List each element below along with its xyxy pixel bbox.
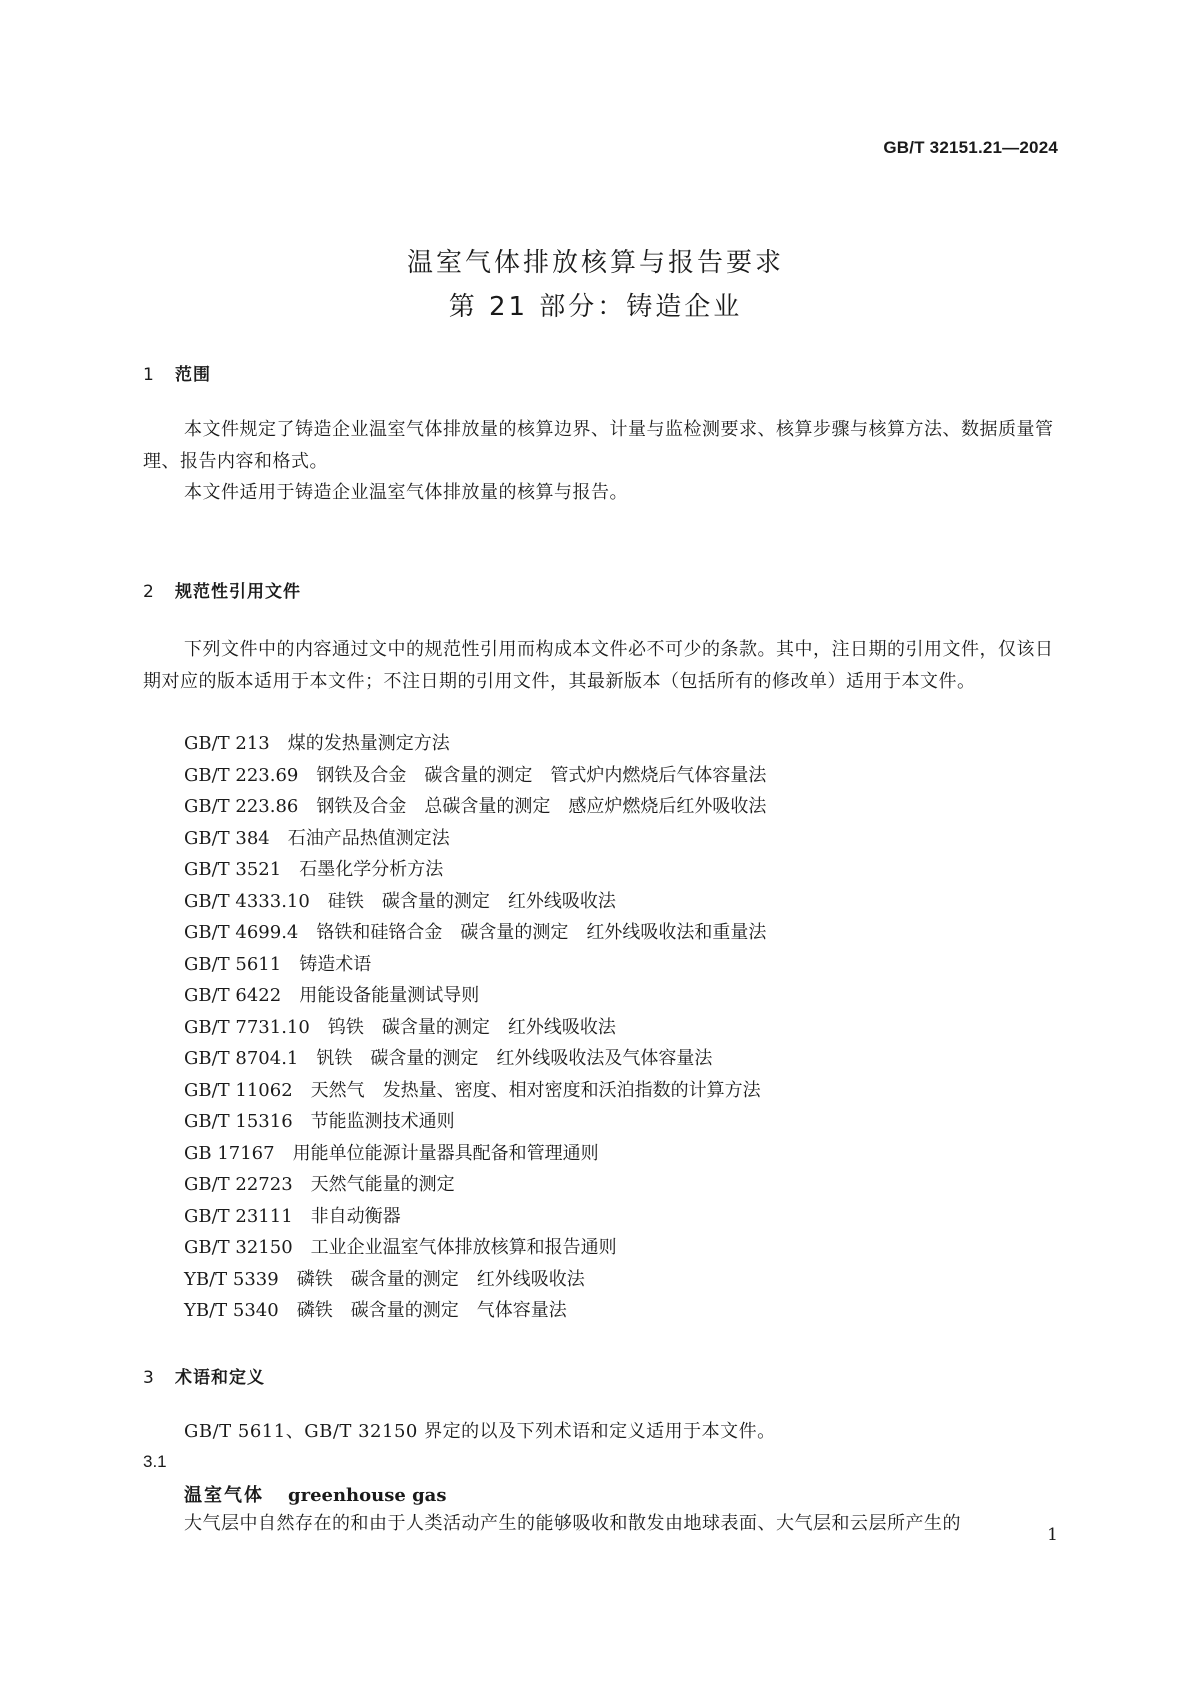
reference-item	[184, 949, 766, 981]
reference-code: GB/T 23111	[184, 1205, 293, 1227]
reference-title-part: 钢铁及合金	[316, 796, 407, 817]
reference-title-part: 钒铁	[316, 1048, 353, 1069]
reference-item	[184, 760, 766, 792]
reference-title-part: 天然气	[310, 1079, 365, 1101]
reference-code: GB/T 384	[184, 827, 270, 849]
clause-number: 3.1	[143, 1452, 167, 1471]
reference-item	[184, 1012, 766, 1044]
reference-title-part: 用能设备能量测试导则	[299, 985, 480, 1006]
section-number: 2	[143, 582, 155, 602]
reference-title-part: 天然气能量的测定	[310, 1174, 455, 1195]
reference-title-part: 管式炉内燃烧后气体容量法	[550, 764, 767, 786]
reference-title-part: 碳含量的测定	[460, 922, 569, 943]
reference-title-part: 红外线吸收法	[507, 1016, 616, 1038]
reference-title-part: 石墨化学分析方法	[299, 859, 444, 880]
reference-code: GB 17167	[184, 1142, 275, 1164]
reference-title-part: 煤的发热量测定方法	[287, 733, 450, 754]
reference-title-part: 用能单位能源计量器具配备和管理通则	[292, 1142, 599, 1164]
reference-code: GB/T 4333.10	[184, 890, 310, 912]
section-3-intro: GB/T 5611、GB/T 32150 界定的以及下列术语和定义适用于本文件。	[184, 1421, 776, 1442]
reference-item	[184, 1043, 766, 1075]
reference-item	[184, 1201, 766, 1233]
reference-title-part: 铬铁和硅铬合金	[316, 922, 443, 943]
section-title: 术语和定义	[175, 1368, 265, 1388]
section-title: 范围	[175, 365, 211, 385]
term-english: greenhouse gas	[288, 1485, 447, 1506]
reference-item	[184, 980, 766, 1012]
reference-code: GB/T 223.69	[184, 764, 299, 786]
reference-code: GB/T 4699.4	[184, 922, 299, 943]
reference-code: GB/T 11062	[184, 1079, 293, 1101]
document-subtitle: 第 21 部分：铸造企业	[448, 292, 743, 322]
reference-title-part: 节能监测技术通则	[310, 1111, 455, 1132]
reference-item	[184, 886, 766, 918]
section-title: 规范性引用文件	[175, 582, 301, 602]
section-1-paragraph: 本文件适用于铸造企业温室气体排放量的核算与报告。	[184, 482, 628, 503]
reference-item	[184, 1138, 766, 1170]
reference-title-part: 碳含量的测定	[350, 1300, 459, 1321]
reference-item	[184, 1295, 766, 1327]
reference-title-part: 红外线吸收法及气体容量法	[496, 1048, 713, 1069]
reference-item	[184, 1264, 766, 1296]
reference-title-part: 感应炉燃烧后红外吸收法	[568, 796, 767, 817]
reference-title-part: 碳含量的测定	[381, 890, 490, 912]
page-number: 1	[1047, 1525, 1058, 1545]
section-3-heading	[143, 1363, 265, 1388]
reference-title-part: 红外线吸收法	[476, 1268, 585, 1290]
reference-code: YB/T 5339	[184, 1268, 279, 1290]
reference-title-part: 工业企业温室气体排放核算和报告通则	[310, 1237, 617, 1258]
section-1-paragraph: 本文件规定了铸造企业温室气体排放量的核算边界、计量与监检测要求、核算步骤与核算方法、数据质量管理、报告内容和格式。	[143, 419, 1054, 472]
reference-title-part: 钢铁及合金	[316, 764, 407, 786]
reference-code: YB/T 5340	[184, 1300, 279, 1321]
reference-code: GB/T 6422	[184, 985, 282, 1006]
reference-title-part: 碳含量的测定	[350, 1268, 459, 1290]
reference-title-part: 铸造术语	[299, 953, 372, 975]
section-number: 1	[143, 365, 155, 385]
section-2-heading	[143, 577, 301, 602]
document-title: 温室气体排放核算与报告要求	[406, 248, 784, 278]
reference-title-part: 石油产品热值测定法	[287, 827, 450, 849]
reference-title-part: 发热量、密度、相对密度和沃泊指数的计算方法	[382, 1079, 761, 1101]
reference-item	[184, 854, 766, 886]
reference-code: GB/T 213	[184, 733, 270, 754]
reference-item	[184, 1232, 766, 1264]
term-chinese: 温室气体	[184, 1485, 264, 1506]
term-entry	[184, 1481, 446, 1507]
section-2-intro: 下列文件中的内容通过文中的规范性引用而构成本文件必不可少的条款。其中，注日期的引用文件，仅该日期对应的版本适用于本文件；不注日期的引用文件，其最新版本（包括所有的修改单）适用于本文件。	[143, 639, 1054, 692]
reference-title-part: 红外线吸收法	[507, 890, 616, 912]
reference-item	[184, 1075, 766, 1107]
reference-code: GB/T 3521	[184, 859, 282, 880]
reference-item	[184, 728, 766, 760]
normative-references-list	[184, 728, 766, 1327]
reference-title-part: 磷铁	[296, 1300, 333, 1321]
standard-number: GB/T 32151.21—2024	[883, 138, 1058, 157]
reference-code: GB/T 5611	[184, 953, 282, 975]
reference-item	[184, 917, 766, 949]
reference-code: GB/T 8704.1	[184, 1048, 299, 1069]
reference-title-part: 碳含量的测定	[424, 764, 533, 786]
section-1-heading	[143, 360, 211, 385]
reference-title-part: 碳含量的测定	[381, 1016, 490, 1038]
reference-item	[184, 823, 766, 855]
reference-title-part: 硅铁	[327, 890, 364, 912]
section-number: 3	[143, 1368, 155, 1388]
reference-item	[184, 1106, 766, 1138]
reference-title-part: 气体容量法	[476, 1300, 567, 1321]
reference-title-part: 磷铁	[296, 1268, 333, 1290]
reference-title-part: 红外线吸收法和重量法	[586, 922, 767, 943]
reference-title-part: 碳含量的测定	[370, 1048, 479, 1069]
reference-item	[184, 791, 766, 823]
reference-code: GB/T 223.86	[184, 796, 299, 817]
term-definition: 大气层中自然存在的和由于人类活动产生的能够吸收和散发由地球表面、大气层和云层所产生的	[184, 1513, 961, 1534]
reference-code: GB/T 22723	[184, 1174, 293, 1195]
reference-title-part: 总碳含量的测定	[424, 796, 551, 817]
reference-title-part: 钨铁	[327, 1016, 364, 1038]
reference-code: GB/T 7731.10	[184, 1016, 310, 1038]
reference-code: GB/T 32150	[184, 1237, 293, 1258]
reference-code: GB/T 15316	[184, 1111, 293, 1132]
reference-item	[184, 1169, 766, 1201]
reference-title-part: 非自动衡器	[310, 1205, 401, 1227]
